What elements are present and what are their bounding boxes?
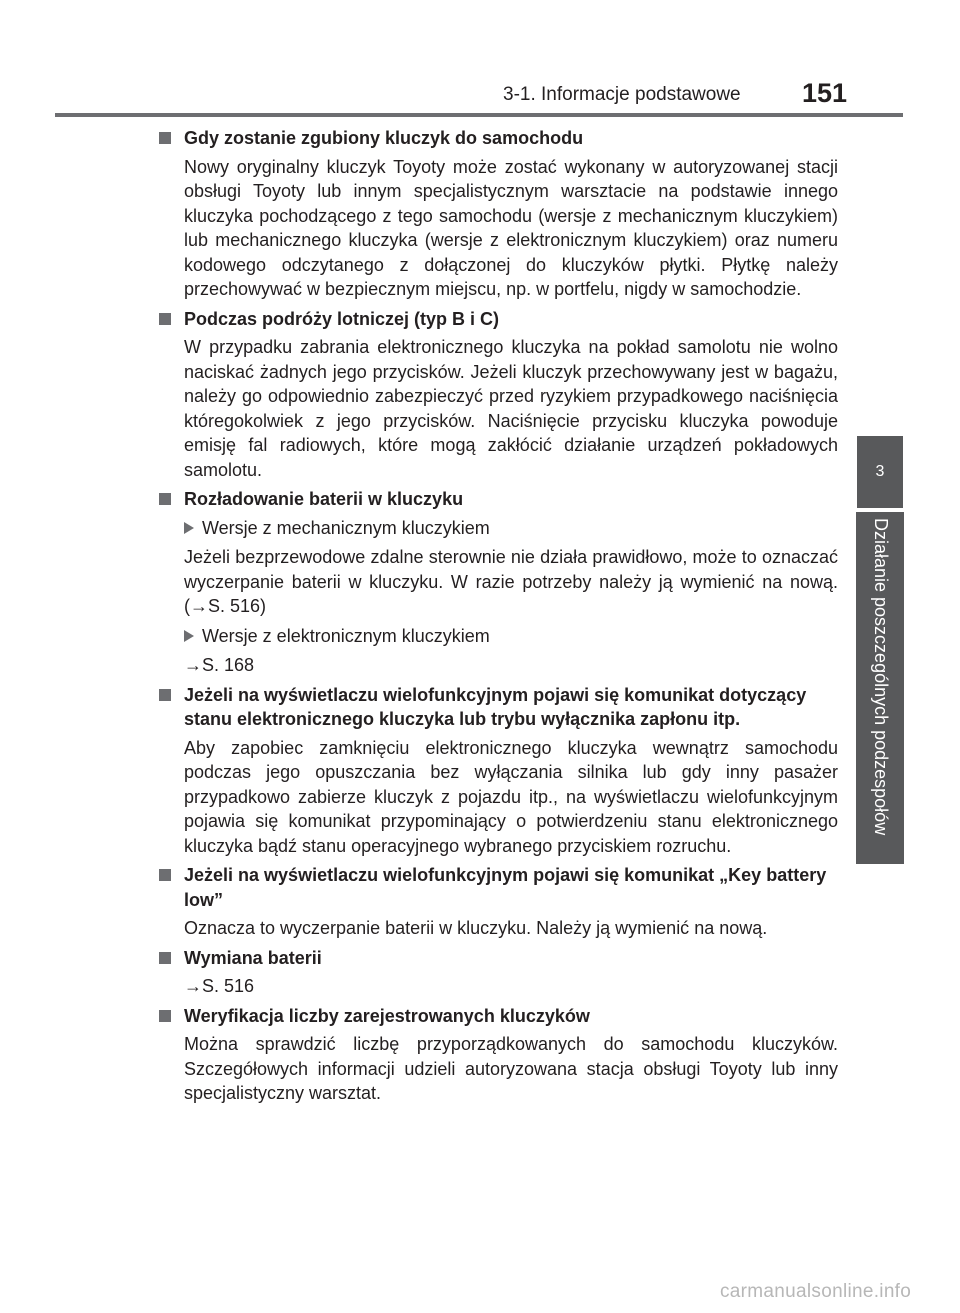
section-body: Nowy oryginalny kluczyk Toyoty może zostać wykonany w autoryzowanej stacji obsługi Toyoty lub innym specjalistycznym warsztacie na podstawie innego kluczyka pochodzącego z tego samochodu (wersje z mechanicznym kluczykiem) lub mechanicznego kluczyka (wersje z elektronicznym kluczykiem) oraz numeru kodowego odczytanego z dołączonej do kluczyków płytki. Płytkę należy przechowywać w bezpiecznym miejscu, np. w portfelu, nigdy w samochodzie. (184, 156, 838, 299)
section-body: Oznacza to wyczerpanie baterii w kluczyku. Należy ją wymienić na nową. (184, 918, 768, 938)
square-bullet-icon (159, 952, 171, 964)
section-heading (158, 946, 838, 971)
chapter-tab-title: Działanie poszczególnych podzespołów (871, 518, 891, 836)
subsection-label (158, 516, 838, 541)
section-heading-text: Wymiana baterii (184, 947, 322, 968)
section-heading (158, 1004, 838, 1029)
section-heading-text: Jeżeli na wyświetlaczu wielofunkcyjnym pojawi się komunikat dotyczący stanu elektronicznego kluczyka lub trybu wyłącznika zapłonu itp. (184, 684, 807, 729)
section-heading-text: Rozładowanie baterii w kluczyku (184, 489, 464, 509)
section-heading-text: Jeżeli na wyświetlaczu wielofunkcyjnym pojawi się komunikat „Key battery low” (184, 865, 827, 910)
section-body: Jeżeli bezprzewodowe zdalne sterownie nie działa prawidłowo, może to oznaczać wyczerpanie baterii w kluczyku. W razie potrzeby należy ją wymienić na nową. (→S. 516) (184, 547, 838, 616)
chapter-tab (856, 512, 904, 864)
page-reference: →S. 168 (184, 655, 255, 675)
section-heading-text: Weryfikacja liczby zarejestrowanych kluczyków (184, 1005, 590, 1026)
section-heading (158, 126, 838, 151)
section-heading (158, 683, 838, 732)
section-body: Można sprawdzić liczbę przyporządkowanych do samochodu kluczyków. Szczegółowych informacji udzieli autoryzowana stacja obsługi Toyoty lub inny specjalistyczny warsztat. (184, 1034, 838, 1103)
square-bullet-icon (159, 689, 171, 701)
square-bullet-icon (159, 493, 171, 505)
square-bullet-icon (159, 1010, 171, 1022)
page-content (158, 126, 838, 1111)
section-body: W przypadku zabrania elektronicznego kluczyka na pokład samolotu nie wolno naciskać żadnych jego przycisków. Jeżeli kluczyk przechowywany jest w bagażu, należy go odpowiednio zabezpieczyć przed ryzykiem przypadkowego naciśnięcia któregokolwiek z jego przycisków. Naciśnięcie przycisku kluczyka powoduje emisję fal radiowych, które mogą zakłócić działanie urządzeń pokładowych samolotu. (184, 337, 838, 480)
square-bullet-icon (159, 869, 171, 881)
section-heading (158, 487, 838, 512)
header-divider (55, 113, 903, 117)
square-bullet-icon (159, 132, 171, 144)
triangle-bullet-icon (184, 630, 194, 642)
section-heading (158, 863, 838, 912)
chapter-tab-number: 3 (857, 436, 903, 508)
subsection-label-text: Wersje z mechanicznym kluczykiem (202, 517, 490, 538)
section-body: Aby zapobiec zamknięciu elektronicznego kluczyka wewnątrz samochodu podczas jego opuszczania bez wyłączania silnika lub gdy inny pasażer przypadkowo zabierze kluczyk z pojazdu itp., na wyświetlaczu wielofunkcyjnym pojawia się komunikat przypominający o potwierdzeniu stanu elektronicznego kluczyka bądź stanu operacyjnego wybranego przyciskiem rozruchu. (184, 737, 838, 856)
square-bullet-icon (159, 313, 171, 325)
subsection-label-text: Wersje z elektronicznym kluczykiem (202, 625, 490, 646)
triangle-bullet-icon (184, 522, 194, 534)
header-section-title: 3-1. Informacje podstawowe (503, 84, 741, 105)
section-heading (158, 307, 838, 332)
watermark: carmanualsonline.info (720, 1281, 912, 1302)
section-heading-text: Gdy zostanie zgubiony kluczyk do samochodu (184, 128, 584, 148)
section-heading-text: Podczas podróży lotniczej (typ B i C) (184, 308, 500, 329)
page-reference: →S. 516 (184, 976, 255, 996)
subsection-label (158, 624, 838, 649)
page-number: 151 (802, 78, 848, 108)
